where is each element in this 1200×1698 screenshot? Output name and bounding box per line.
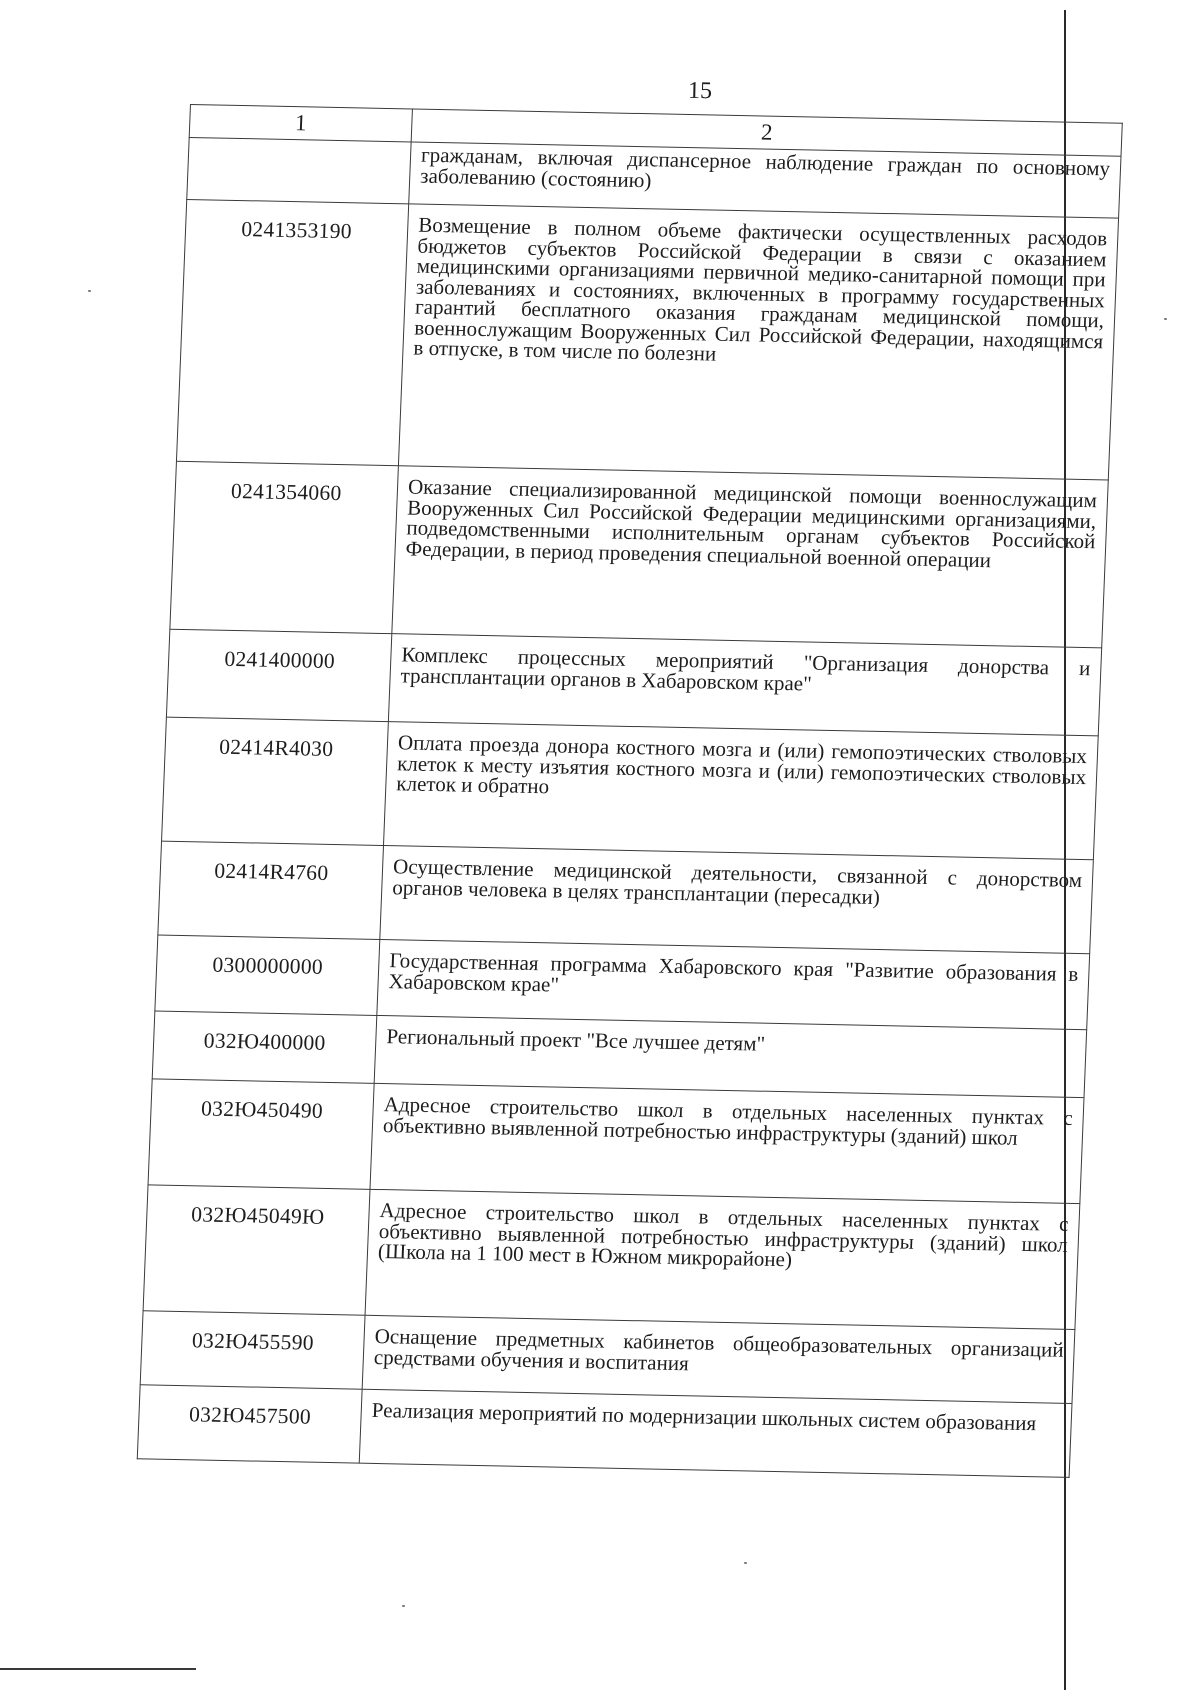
table-row [170,461,1108,648]
row-description: Оснащение предметных кабинетов общеобразовательных организаций средствами обучения и воспитания [362,1315,1075,1403]
row-description: гражданам, включая диспансерное наблюдение граждан по основному заболеванию (состоянию) [409,142,1121,218]
row-code: 02414R4760 [158,841,384,939]
table-row [148,1079,1084,1204]
row-description: Государственная программа Хабаровского края "Развитие образования в Хабаровском крае" [377,939,1090,1029]
row-code: 032Ю450490 [148,1079,374,1189]
budget-classification-table-container [137,104,1160,1479]
row-description: Оплата проезда донора костного мозга и (или) гемопоэтических стволовых клеток к месту изъятия костного мозга и (или) гемопоэтических стволовых клеток и обратно [383,722,1098,860]
column-header-2: 2 [411,109,1122,156]
table-row [158,841,1094,954]
row-description: Реализация мероприятий по модернизации школьных систем образования [359,1389,1072,1477]
table-row [162,717,1099,860]
row-description: Региональный проект "Все лучшее детям" [374,1015,1087,1097]
row-description: Адресное строительство школ в отдельных населенных пунктах с объективно выявленной потребностью инфраструктуры (зданий) школ [370,1083,1084,1203]
row-code: 0241353190 [176,199,408,465]
row-code: 032Ю457500 [137,1385,362,1463]
scan-speck [744,1562,747,1564]
row-code: 032Ю400000 [152,1011,377,1083]
scan-speck [1164,318,1167,320]
row-description: Адресное строительство школ в отдельных населенных пунктах с объективно выявленной потребностью инфраструктуры (зданий) школ (Школа на 1 100 мест в Южном микрорайоне) [365,1189,1080,1329]
row-code: 032Ю45049Ю [143,1185,370,1315]
row-code: 032Ю455590 [140,1311,365,1389]
page-number: 15 [687,77,713,105]
scan-artifact-bottom-line [0,1668,196,1670]
row-code: 0300000000 [155,935,380,1015]
row-description: Осуществление медицинской деятельности, связанной с донорством органов человека в целях трансплантации (пересадки) [380,846,1094,954]
row-code [187,137,411,203]
table-row [143,1185,1080,1330]
row-description: Комплекс процессных мероприятий "Организация донорства и трансплантации органов в Хабаровском крае" [388,634,1101,736]
column-header-1: 1 [189,105,412,142]
scan-speck [88,290,91,292]
budget-classification-table [137,104,1123,1478]
row-code: 0241400000 [166,629,391,721]
row-description: Оказание специализированной медицинской помощи военнослужащим Вооруженных Сил Российской Федерации медицинскими организациями, подведомственными исполнительным органам субъектов Российской Федерации, в период проведения специальной военной операции [392,466,1108,648]
row-code: 02414R4030 [162,717,389,845]
scan-speck [402,1605,405,1607]
table-row [176,199,1118,480]
row-code: 0241354060 [170,461,399,633]
row-description: Возмещение в полном объеме фактически осуществленных расходов бюджетов субъектов Российской Федерации в связи с оказанием медицинскими организациями первичной медико-санитарной помощи при заболеваниях и состояниях, включенных в программу государственных гарантий бесплатного оказания гражданам медицинской помощи, военнослужащим Вооруженных Сил Российской Федерации, находящимся в отпуске, в том числе по болезни [398,204,1118,480]
